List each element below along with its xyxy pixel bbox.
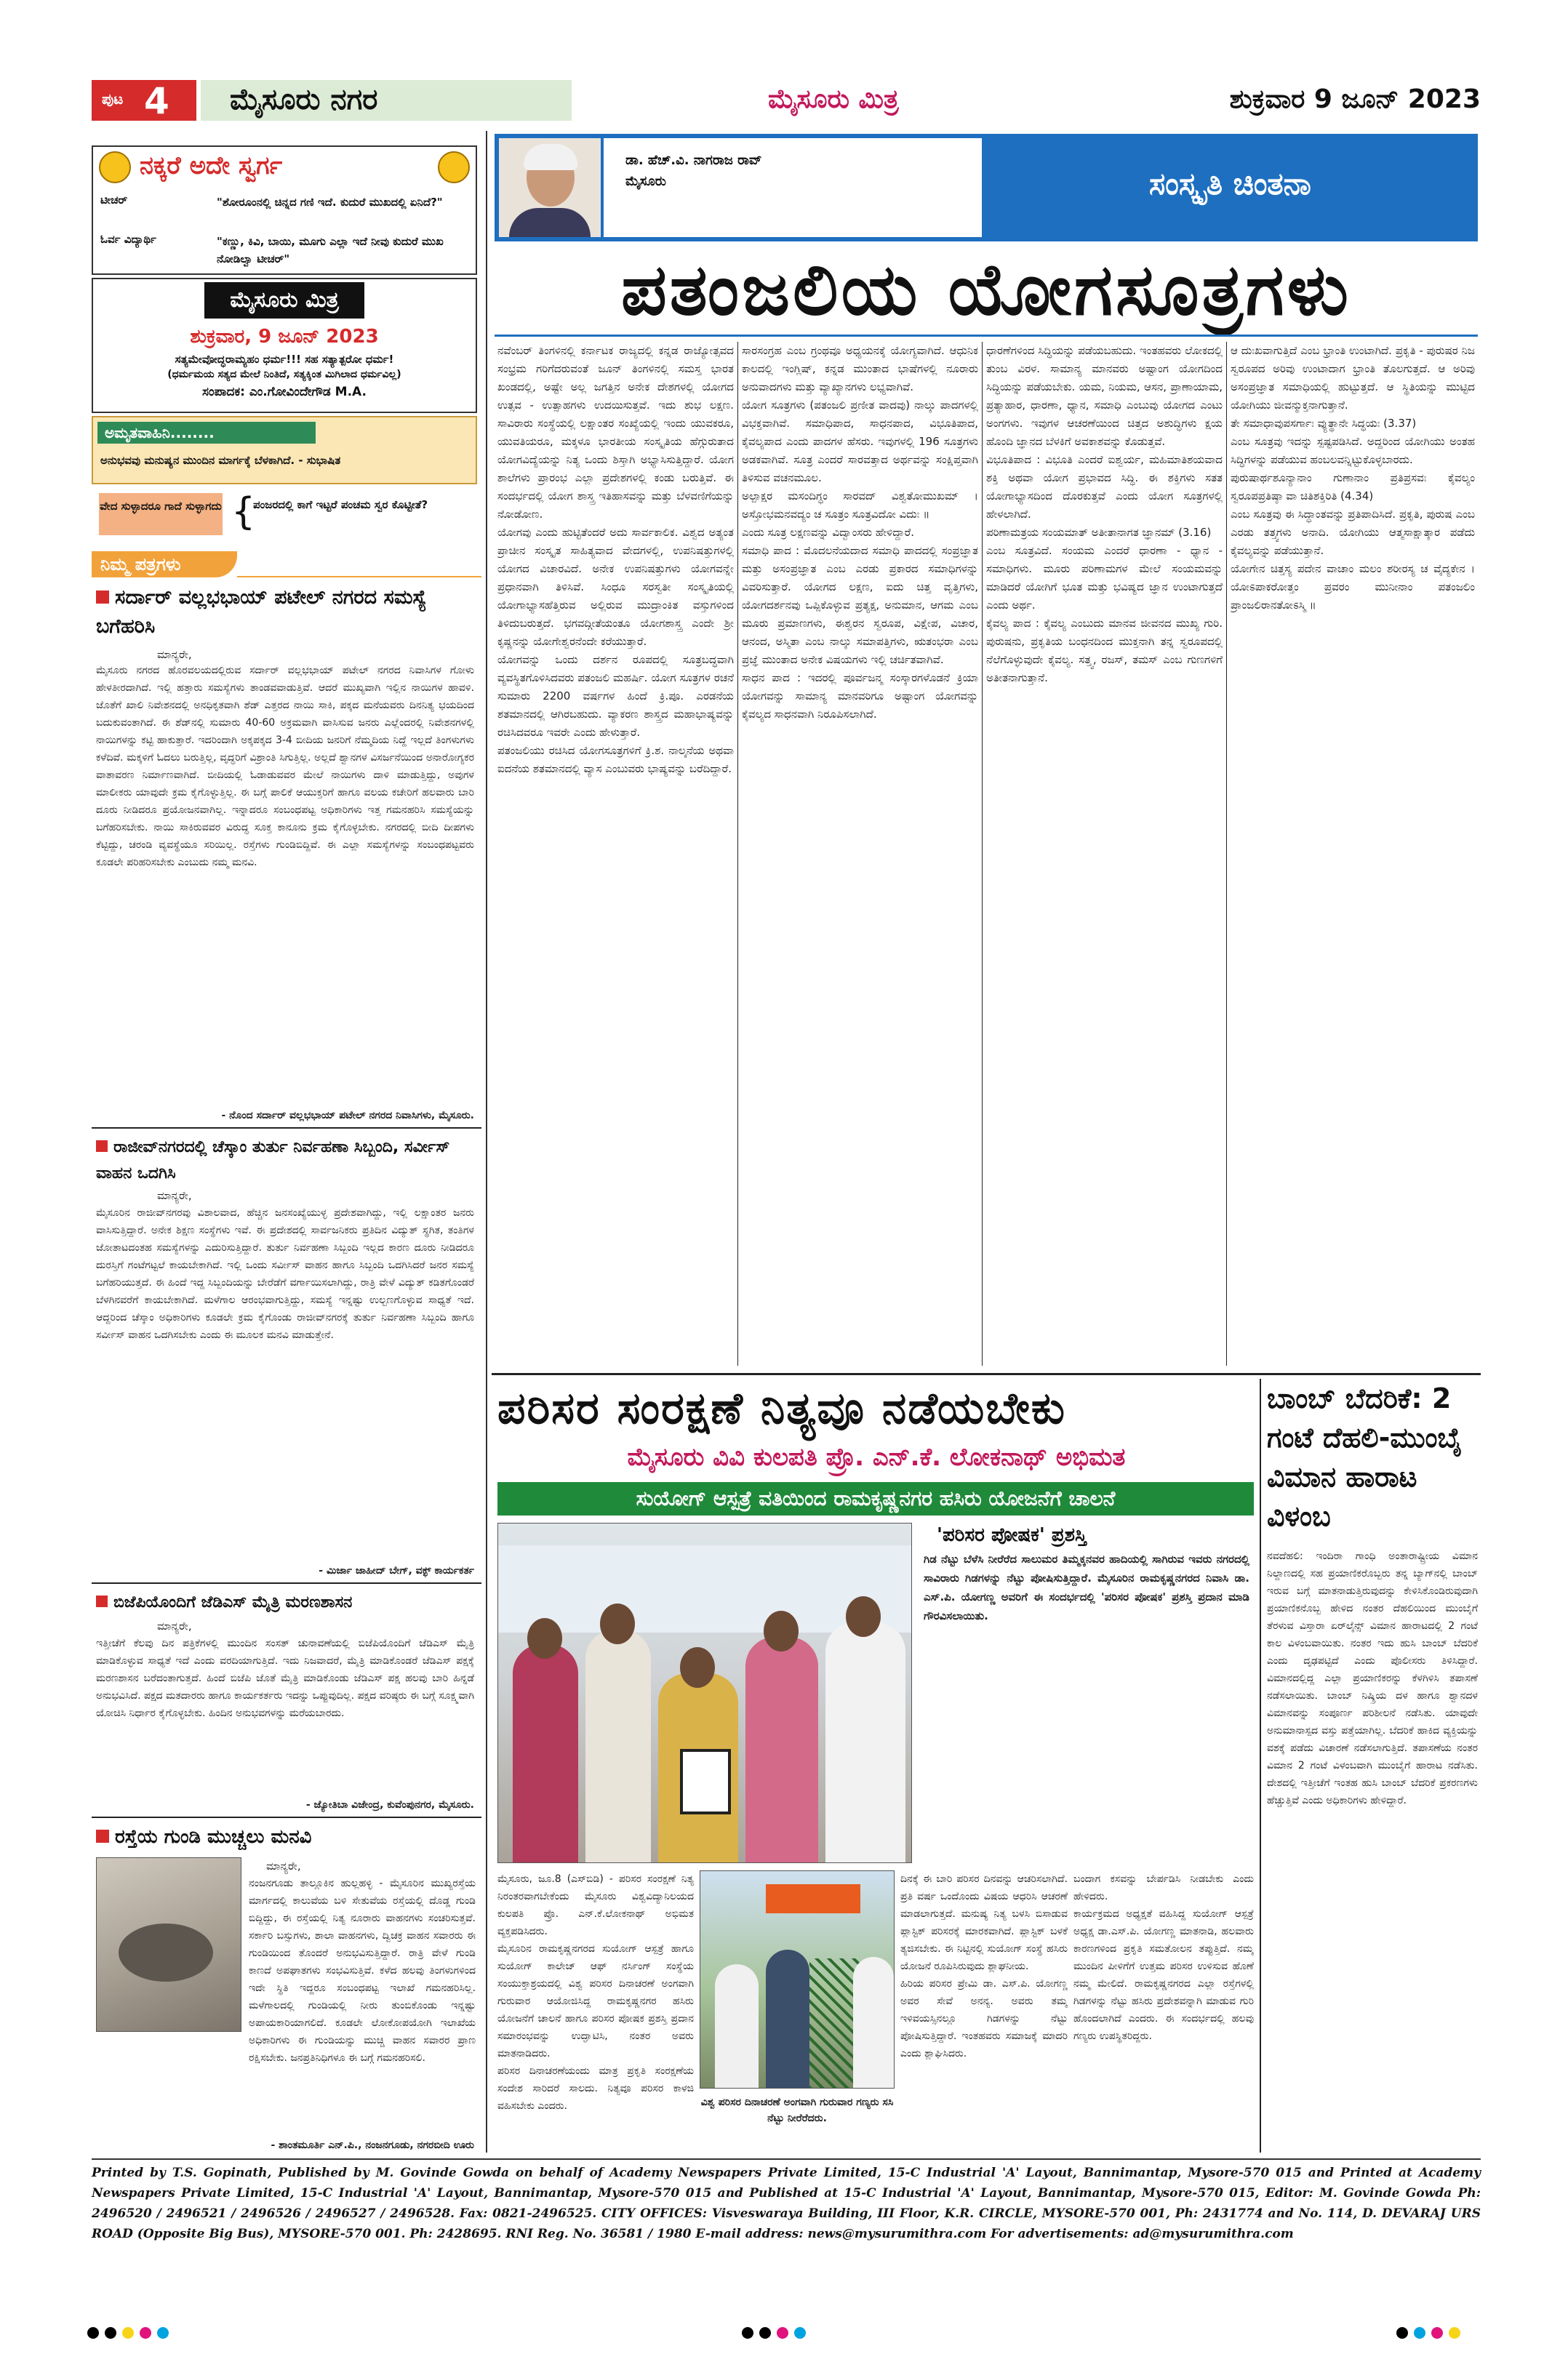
letter-2-salute: ಮಾನ್ಯರೇ,	[157, 1189, 192, 1202]
page-date: ಶುಕ್ರವಾರ 9 ಜೂನ್ 2023	[1229, 84, 1481, 114]
letter-3-title: ಬಿಜೆಪಿಯೊಂದಿಗೆ ಜೆಡಿಎಸ್ ಮೈತ್ರಿ ಮರಣಶಾಸನ	[96, 1590, 474, 1616]
letter-2-body: ಮೈಸೂರಿನ ರಾಜೀವ್‌ನಗರವು ವಿಶಾಲವಾದ, ಹೆಚ್ಚಿನ ಜನಸಂಖ್ಯೆಯುಳ್ಳ ಪ್ರದೇಶವಾಗಿದ್ದು, ಇಲ್ಲಿ ಲಕ್ಷಾಂತರ ಜನರು ವಾಸಿಸುತ್ತಿದ್ದಾರೆ. ಅನೇಕ ಶಿಕ್ಷಣ ಸಂಸ್ಥೆಗಳು ಇವೆ. ಈ ಪ್ರದೇಶದಲ್ಲಿ ಸಾರ್ವಜನಿಕರು ಪ್ರತಿದಿನ ವಿದ್ಯುತ್ ಸ್ಥಗಿತ, ತಂತಿಗಳ ಜೋತಾಟದಂತಹ ಸಮಸ್ಯೆಗಳನ್ನು ಎದುರಿಸುತ್ತಿದ್ದಾರೆ. ತುರ್ತು ನಿರ್ವಹಣಾ ಸಿಬ್ಬಂದಿ ಇಲ್ಲದ ಕಾರಣ ದೂರು ನೀಡಿದರೂ ದುರಸ್ತಿಗೆ ಗಂಟೆಗಟ್ಟಲೆ ಕಾಯಬೇಕಾಗಿದೆ. ಇಲ್ಲಿ ಒಂದು ಸರ್ವೀಸ್ ವಾಹನ ಹಾಗೂ ಸಿಬ್ಬಂದಿ ಒದಗಿಸಿದರೆ ಜನರ ಸಮಸ್ಯೆ ಬಗೆಹರಿಯುತ್ತದೆ. ಈ ಹಿಂದೆ ಇದ್ದ ಸಿಬ್ಬಂದಿಯನ್ನು ಬೇರೆಡೆಗೆ ವರ್ಗಾಯಿಸಲಾಗಿದ್ದು, ರಾತ್ರಿ ವೇಳೆ ವಿದ್ಯುತ್ ಕಡಿತಗೊಂಡರೆ ಬೆಳಗಿನವರೆಗೆ ಕಾಯಬೇಕಾಗಿದೆ. ಮಳೆಗಾಲ ಆರಂಭವಾಗುತ್ತಿದ್ದು, ಸಮಸ್ಯೆ ಇನ್ನಷ್ಟು ಉಲ್ಬಣಗೊಳ್ಳುವ ಸಾಧ್ಯತೆ ಇದೆ. ಆದ್ದರಿಂದ ಚೆಸ್ಕಾಂ ಅಧಿಕಾರಿಗಳು ಕೂಡಲೇ ಕ್ರಮ ಕೈಗೊಂಡು ರಾಜೀವ್‌ನಗರಕ್ಕೆ ತುರ್ತು ನಿರ್ವಹಣಾ ಸಿಬ್ಬಂದಿ ಹಾಗೂ ಸರ್ವೀಸ್ ವಾಹನ ಒದಗಿಸಬೇಕು ಎಂದು ಈ ಮೂಲಕ ಮನವಿ ಮಾಡುತ್ತೇನೆ.	[96, 1207, 474, 1341]
letters-section	[92, 551, 481, 2151]
column-body-1: ನವೆಂಬರ್ ತಿಂಗಳಿನಲ್ಲಿ ಕರ್ನಾಟಕ ರಾಜ್ಯದಲ್ಲಿ ಕನ್ನಡ ರಾಜ್ಯೋತ್ಸವದ ಸಂಭ್ರಮ ಗರಿಗೆದರುವಂತೆ ಜೂನ್ ತಿಂಗಳಿನಲ್ಲಿ ಸಮಸ್ತ ಭಾರತ ಖಂಡದಲ್ಲಿ, ಅಷ್ಟೇ ಅಲ್ಲ ಜಗತ್ತಿನ ಅನೇಕ ದೇಶಗಳಲ್ಲಿ ಯೋಗದ ಉತ್ಸವ - ಉತ್ಸಾಹಗಳು ಉದಯಿಸುತ್ತವೆ. ಇದು ಶುಭ ಲಕ್ಷಣ. ಸಾವಿರಾರು ಸಂಸ್ಥೆಯಲ್ಲಿ ಲಕ್ಷಾಂತರ ಸಂಖ್ಯೆಯಲ್ಲಿ ಇಂದು ಯುವಕರೂ, ಯುವತಿಯರೂ, ಮಕ್ಕಳೂ ಭಾರತೀಯ ಸಂಸ್ಕೃತಿಯ ಹೆಗ್ಗುರುತಾದ ಯೋಗವಿದ್ಯೆಯನ್ನು ನಿತ್ಯ ಒಂದು ಶಿಸ್ತಾಗಿ ಅಭ್ಯಾಸಿಸುತ್ತಿದ್ದಾರೆ. ಯೋಗ ಶಾಲೆಗಳು ಪ್ರಾರಂಭ ಎಲ್ಲಾ ಪ್ರದೇಶಗಳಲ್ಲಿ ಕಂಡು ಬರುತ್ತಿವೆ. ಈ ಸಂದರ್ಭದಲ್ಲಿ ಯೋಗ ಶಾಸ್ತ್ರ ಇತಿಹಾಸವನ್ನು ಮತ್ತು ಬೆಳವಣಿಗೆಯನ್ನು ನೋಡೋಣ. ಯೋಗವು ಎಂದು ಹುಟ್ಟಿತೆಂದರೆ ಅದು ಸಾರ್ವಕಾಲಿಕ. ವಿಶ್ವದ ಅತ್ಯಂತ ಪ್ರಾಚೀನ ಸಂಸ್ಕೃತ ಸಾಹಿತ್ಯವಾದ ವೇದಗಳಲ್ಲಿ, ಉಪನಿಷತ್ತುಗಳಲ್ಲಿ ಯೋಗದ ವಿಚಾರವಿದೆ. ಅನೇಕ ಉಪನಿಷತ್ತುಗಳು ಯೋಗವನ್ನೇ ಪ್ರಧಾನವಾಗಿ ತಿಳಿಸಿವೆ. ಸಿಂಧೂ ಸರಸ್ವತೀ ಸಂಸ್ಕೃತಿಯಲ್ಲಿ ಯೋಗಾಭ್ಯಾಸಹೆತ್ತಿರುವ ಅಲ್ಲಿರುವ ಮುದ್ರಾಂಕಿತ ವಸ್ತುಗಳಿಂದ ತಿಳಿದುಬರುತ್ತದೆ. ಭಗವದ್ಗೀತೆಯಂತೂ ಯೋಗಶಾಸ್ತ್ರ ಎಂದೇ ಶ್ರೀ ಕೃಷ್ಣನನ್ನು ಯೋಗೇಶ್ವರನೆಂದೇ ಕರೆಯುತ್ತಾರೆ. ಯೋಗವನ್ನು ಒಂದು ದರ್ಶನ ರೂಪದಲ್ಲಿ ಸೂತ್ರಬದ್ಧವಾಗಿ ವ್ಯವಸ್ಥಿತಗೊಳಿಸಿದವರು ಪತಂಜಲಿ ಮಹರ್ಷಿ. ಯೋಗ ಸೂತ್ರಗಳ ರಚನೆ ಸುಮಾರು 2200 ವರ್ಷಗಳ ಹಿಂದೆ ಕ್ರಿ.ಪೂ. ಎರಡನೆಯ ಶತಮಾನದಲ್ಲಿ ಆಗಿರಬಹುದು. ವ್ಯಾಕರಣ ಶಾಸ್ತ್ರದ ಮಹಾಭಾಷ್ಯವನ್ನು ರಚಿಸಿದವರೂ ಇವರೇ ಎಂದು ಹೇಳುತ್ತಾರೆ. ಪತಂಜಲಿಯು ರಚಿಸಿದ ಯೋಗಸೂತ್ರಗಳಿಗೆ ಕ್ರಿ.ಶ. ನಾಲ್ಕನೆಯ ಅಥವಾ ಐದನೆಯ ಶತಮಾನದಲ್ಲಿ ವ್ಯಾಸ ಎಂಬುವರು ಭಾಷ್ಯವನ್ನು ಬರೆದಿದ್ದಾರೆ.	[497, 344, 734, 775]
headline-rule	[495, 335, 1478, 337]
bullet-icon	[96, 1596, 108, 1607]
saying-right: ಪಂಜರದಲ್ಲಿ ಕಾಗೆ ಇಟ್ಟರೆ ಪಂಚಮ ಸ್ವರ ಕೊಟ್ಟೀತೆ?	[253, 498, 428, 511]
letters-badge: ನಿಮ್ಮ ಪತ್ರಗಳು	[92, 551, 237, 577]
author-hair	[524, 144, 577, 170]
person-figure	[513, 1644, 578, 1862]
person-head	[846, 1596, 881, 1637]
person-head	[527, 1618, 562, 1659]
person-figure	[825, 1622, 905, 1862]
env-banner: ಸುಯೋಗ್ ಆಸ್ಪತ್ರೆ ವತಿಯಿಂದ ರಾಮಕೃಷ್ಣನಗರ ಹಸಿರು ಯೋಜನೆಗೆ ಚಾಲನೆ	[497, 1482, 1254, 1516]
imprint-date: ಶುಕ್ರವಾರ, 9 ಜೂನ್ 2023	[190, 326, 379, 348]
teacher-line: "ಶೋರೂಂನಲ್ಲಿ ಚಿನ್ನದ ಗಣಿ ಇದೆ. ಕುದುರೆ ಮುಖದಲ್ಲಿ ಏನಿದೆ?"	[217, 196, 443, 209]
student-label: ಓರ್ವ ವಿದ್ಯಾರ್ಥಿ	[100, 233, 156, 246]
col-divider	[982, 342, 983, 1366]
award-title: 'ಪರಿಸರ ಪೋಷಕ' ಪ್ರಶಸ್ತಿ	[937, 1524, 1087, 1546]
imprint-editor: ಸಂಪಾದಕ: ಎಂ.ಗೋವಿಂದೇಗೌಡ M.A.	[202, 385, 367, 399]
cartoon-box	[92, 145, 477, 275]
author-photo	[499, 138, 601, 237]
bomb-headline: ಬಾಂಬ್ ಬೆದರಿಕೆ: 2 ಗಂಟೆ ದೆಹಲಿ-ಮುಂಬೈ ವಿಮಾನ ಹಾರಾಟ ವಿಳಂಬ	[1267, 1382, 1463, 1532]
letter-3-body: ಇತ್ತೀಚೆಗೆ ಕೆಲವು ದಿನ ಪತ್ರಿಕೆಗಳಲ್ಲಿ ಮುಂದಿನ ಸಂಸತ್ ಚುನಾವಣೆಯಲ್ಲಿ ಬಿಜೆಪಿಯೊಂದಿಗೆ ಜೆಡಿಎಸ್ ಮೈತ್ರಿ ಮಾಡಿಕೊಳ್ಳುವ ಸಾಧ್ಯತೆ ಇದೆ ಎಂದು ವರದಿಯಾಗುತ್ತಿದೆ. ಇದು ನಿಜವಾದರೆ, ಮೈತ್ರಿ ಮಾಡಿಕೊಂಡರೆ ಜೆಡಿಎಸ್ ಪಕ್ಷಕ್ಕೆ ಮರಣಶಾಸನ ಬರೆದಂತಾಗುತ್ತದೆ. ಹಿಂದೆ ಬಿಜೆಪಿ ಜೊತೆ ಮೈತ್ರಿ ಮಾಡಿಕೊಂಡು ಜೆಡಿಎಸ್ ಪಕ್ಷ ಹಲವು ಬಾರಿ ಹಿನ್ನಡೆ ಅನುಭವಿಸಿದೆ. ಪಕ್ಷದ ಮತದಾರರು ಹಾಗೂ ಕಾರ್ಯಕರ್ತರು ಇದನ್ನು ಒಪ್ಪುವುದಿಲ್ಲ. ಪಕ್ಷದ ವರಿಷ್ಠರು ಈ ಬಗ್ಗೆ ಸೂಕ್ಷ್ಮವಾಗಿ ಯೋಚಿಸಿ ನಿರ್ಧಾರ ಕೈಗೊಳ್ಳಬೇಕು. ಹಿಂದಿನ ಅನುಭವಗಳನ್ನು ಮರೆಯಬಾರದು.	[96, 1638, 474, 1719]
hospital-sign	[766, 1884, 860, 1913]
letter-4-salute: ಮಾನ್ಯರೇ,	[266, 1859, 301, 1873]
letter-3-salute: ಮಾನ್ಯರೇ,	[157, 1620, 192, 1633]
letter-1-salute: ಮಾನ್ಯರೇ,	[157, 648, 192, 661]
divider	[92, 1127, 481, 1129]
author-name: ಡಾ. ಹೆಚ್.ವಿ. ನಾಗರಾಜ ರಾವ್	[625, 153, 762, 168]
author-city: ಮೈಸೂರು	[625, 174, 666, 189]
column-header-band	[495, 134, 1478, 241]
person-figure	[745, 1637, 818, 1862]
imprint-masthead: ಮೈಸೂರು ಮಿತ್ರ	[204, 282, 364, 319]
column-headline: ಪತಂಜಲಿಯ ಯೋಗಸೂತ್ರಗಳು	[620, 249, 1351, 332]
divider	[92, 1582, 481, 1584]
letter-1-title: ಸರ್ದಾರ್ ವಲ್ಲಭಭಾಯ್ ಪಟೇಲ್ ನಗರದ ಸಮಸ್ಯೆ ಬಗೆಹರಿಸಿ	[96, 586, 427, 638]
section-title: ಮೈಸೂರು ನಗರ	[201, 80, 572, 121]
award-box	[919, 1523, 1254, 1863]
imprint-box	[92, 278, 477, 413]
bullet-icon	[96, 1830, 109, 1843]
env-col-1: ಮೈಸೂರು, ಜೂ.8 (ಎಸ್‌ಬಿಡಿ) - ಪರಿಸರ ಸಂರಕ್ಷಣೆ ನಿತ್ಯ ನಿರಂತರವಾಗಬೇಕೆಂದು ಮೈಸೂರು ವಿಶ್ವವಿದ್ಯಾನಿಲಯದ ಕುಲಪತಿ ಪ್ರೊ. ಎನ್.ಕೆ.ಲೋಕನಾಥ್ ಅಭಿಮತ ವ್ಯಕ್ತಪಡಿಸಿದರು. ಮೈಸೂರಿನ ರಾಮಕೃಷ್ಣನಗರದ ಸುಯೋಗ್ ಆಸ್ಪತ್ರೆ ಹಾಗೂ ಸುಯೋಗ್ ಕಾಲೇಜ್ ಆಫ್ ನರ್ಸಿಂಗ್ ಸಂಸ್ಥೆಯ ಸಂಯುಕ್ತಾಶ್ರಯದಲ್ಲಿ ವಿಶ್ವ ಪರಿಸರ ದಿನಾಚರಣೆ ಅಂಗವಾಗಿ ಗುರುವಾರ ಆಯೋಜಿಸಿದ್ದ ರಾಮಕೃಷ್ಣನಗರ ಹಸಿರು ಯೋಜನೆಗೆ ಚಾಲನೆ ಹಾಗೂ ಪರಿಸರ ಪೋಷಕ ಪ್ರಶಸ್ತಿ ಪ್ರದಾನ ಸಮಾರಂಭವನ್ನು ಉದ್ಘಾಟಿಸಿ, ನಂತರ ಅವರು ಮಾತನಾಡಿದರು. ಪರಿಸರ ದಿನಾಚರಣೆಯಂದು ಮಾತ್ರ ಪ್ರಕೃತಿ ಸಂರಕ್ಷಣೆಯ ಸಂದೇಶ ಸಾರಿದರೆ ಸಾಲದು. ನಿತ್ಯವೂ ಪರಿಸರ ಕಾಳಜಿ ವಹಿಸಬೇಕು ಎಂದರು.	[497, 1873, 694, 2112]
column-body-3: ಧಾರಣೆಗಳಿಂದ ಸಿದ್ಧಿಯನ್ನು ಪಡೆಯಬಹುದು. ಇಂತಹವರು ಲೋಕದಲ್ಲಿ ತುಂಬ ವಿರಳ. ಸಾಮಾನ್ಯ ಮಾನವರು ಅಷ್ಟಾಂಗ ಯೋಗದಿಂದ ಸಿದ್ಧಿಯನ್ನು ಪಡೆಯಬೇಕು. ಯಮ, ನಿಯಮ, ಆಸನ, ಪ್ರಾಣಾಯಾಮ, ಪ್ರತ್ಯಾಹಾರ, ಧಾರಣಾ, ಧ್ಯಾನ, ಸಮಾಧಿ ಎಂಬುವು ಯೋಗದ ಎಂಟು ಅಂಗಗಳು. ಇವುಗಳ ಆಚರಣೆಯಿಂದ ಚಿತ್ತದ ಅಶುದ್ಧಿಗಳು ಕ್ಷಯ ಹೊಂದಿ ಜ್ಞಾನದ ಬೆಳಕಿಗೆ ಅವಕಾಶವನ್ನು ಕೊಡುತ್ತವೆ. ವಿಭೂತಿಪಾದ : ವಿಭೂತಿ ಎಂದರೆ ಐಶ್ವರ್ಯ, ಮಹಿಮಾತಿಶಯವಾದ ಶಕ್ತಿ ಅಥವಾ ಯೋಗ ಪ್ರಭಾವದ ಸಿದ್ಧಿ. ಈ ಶಕ್ತಿಗಳು ಸತತ ಯೋಗಾಭ್ಯಾಸದಿಂದ ದೊರಕುತ್ತವೆ ಎಂದು ಯೋಗ ಸೂತ್ರಗಳಲ್ಲಿ ಹೇಳಲಾಗಿದೆ. ಪರಿಣಾಮತ್ರಯ ಸಂಯಮಾತ್ ಅತೀತಾನಾಗತ ಜ್ಞಾನಮ್ (3.16) ಎಂಬ ಸೂತ್ರವಿದೆ. ಸಂಯಮ ಎಂದರೆ ಧಾರಣಾ - ಧ್ಯಾನ - ಸಮಾಧಿಗಳು. ಮೂರು ಪರಿಣಾಮಗಳ ಮೇಲೆ ಸಂಯಮವನ್ನು ಮಾಡಿದರೆ ಯೋಗಿಗೆ ಭೂತ ಮತ್ತು ಭವಿಷ್ಯದ ಜ್ಞಾನ ಉಂಟಾಗುತ್ತದೆ ಎಂದು ಅರ್ಥ. ಕೈವಲ್ಯ ಪಾದ : ಕೈವಲ್ಯ ಎಂಬುದು ಮಾನವ ಜೀವನದ ಮುಖ್ಯ ಗುರಿ. ಪುರುಷನು, ಪ್ರಕೃತಿಯ ಬಂಧನದಿಂದ ಮುಕ್ತನಾಗಿ ತನ್ನ ಸ್ವರೂಪದಲ್ಲಿ ನೆಲೆಗೊಳ್ಳುವುದೇ ಕೈವಲ್ಯ. ಸತ್ತ್ವ, ರಜಸ್, ತಮಸ್ ಎಂಬ ಗುಣಗಳಿಗೆ ಅತೀತನಾಗುತ್ತಾನೆ.	[986, 344, 1223, 684]
event-group-photo	[497, 1523, 912, 1863]
laugh-emoji-icon-right	[438, 151, 470, 183]
saying-box	[92, 489, 477, 543]
col-divider	[1226, 342, 1227, 1366]
letter-1-body: ಮೈಸೂರು ನಗರದ ಹೊರವಲಯದಲ್ಲಿರುವ ಸರ್ದಾರ್ ವಲ್ಲಭಭಾಯ್ ಪಟೇಲ್ ನಗರದ ನಿವಾಸಿಗಳ ಗೋಳು ಹೇಳತೀರದಾಗಿದೆ. ಇಲ್ಲಿ ಹತ್ತಾರು ಸಮಸ್ಯೆಗಳು ತಾಂಡವವಾಡುತ್ತಿವೆ. ಆದರೆ ಮುಖ್ಯವಾಗಿ ಇಲ್ಲಿನ ನಾಯಿಗಳ ಹಾವಳಿ. ಜೊತೆಗೆ ಖಾಲಿ ನಿವೇಶನದಲ್ಲಿ ಅನಧಿಕೃತವಾಗಿ ಶೆಡ್ ಎತ್ತರದ ನಾಯಿ ಸಾಕಿ, ಪಕ್ಕದ ಮನೆಯವರು ದಿನನಿತ್ಯ ಭಯದಿಂದ ಬದುಕುವಂತಾಗಿದೆ. ಈ ಶೆಡ್‌ನಲ್ಲಿ ಸುಮಾರು 40-60 ಅಕ್ರಮವಾಗಿ ವಾಸಿಸುವ ಜನರು ಎಲ್ಲೆಂದರಲ್ಲಿ ನಿವೇಶನಗಳಲ್ಲಿ ನಾಯಿಗಳನ್ನು ಕಟ್ಟಿ ಹಾಕುತ್ತಾರೆ. ಇದರಿಂದಾಗಿ ಅಕ್ಕಪಕ್ಕದ 3-4 ಬೀದಿಯ ಜನರಿಗೆ ನೆಮ್ಮದಿಯ ನಿದ್ದೆ ಇಲ್ಲದೆ ತಿಂಗಳುಗಳು ಕಳೆದಿವೆ. ಮಕ್ಕಳಿಗೆ ಓದಲು ಬರುತ್ತಿಲ್ಲ, ವೃದ್ಧರಿಗೆ ವಿಶ್ರಾಂತಿ ಸಿಗುತ್ತಿಲ್ಲ. ಅಲ್ಲದೆ ಶ್ವಾನಗಳ ವಿಸರ್ಜನೆಯಿಂದ ಅನಾರೋಗ್ಯಕರ ವಾತಾವರಣ ನಿರ್ಮಾಣವಾಗಿದೆ. ಬೀದಿಯಲ್ಲಿ ಓಡಾಡುವವರ ಮೇಲೆ ನಾಯಿಗಳು ದಾಳಿ ಮಾಡುತ್ತಿದ್ದು, ಅವುಗಳ ಮಾಲೀಕರು ಯಾವುದೇ ಕ್ರಮ ಕೈಗೊಳ್ಳುತ್ತಿಲ್ಲ. ಈ ಬಗ್ಗೆ ಪಾಲಿಕೆ ಆಯುಕ್ತರಿಗೆ ಹಾಗೂ ವಲಯ ಕಚೇರಿಗೆ ಹಲವಾರು ಬಾರಿ ದೂರು ನೀಡಿದರೂ ಪ್ರಯೋಜನವಾಗಿಲ್ಲ. ಇನ್ನಾದರೂ ಸಂಬಂಧಪಟ್ಟ ಅಧಿಕಾರಿಗಳು ಇತ್ತ ಗಮನಹರಿಸಿ ಸಮಸ್ಯೆಯನ್ನು ಬಗೆಹರಿಸಬೇಕು. ನಾಯಿ ಸಾಕಿರುವವರ ವಿರುದ್ಧ ಸೂಕ್ತ ಕಾನೂನು ಕ್ರಮ ಕೈಗೊಳ್ಳಬೇಕು. ನಗರದಲ್ಲಿ ಬೀದಿ ದೀಪಗಳು ಕೆಟ್ಟಿದ್ದು, ಚರಂಡಿ ವ್ಯವಸ್ಥೆಯೂ ಸರಿಯಿಲ್ಲ. ರಸ್ತೆಗಳು ಗುಂಡಿಬಿದ್ದಿವೆ. ಈ ಎಲ್ಲಾ ಸಮಸ್ಯೆಗಳನ್ನು ಸಂಬಂಧಪಟ್ಟವರು ಕೂಡಲೇ ಪರಿಹರಿಸಬೇಕು ಎಂಬುದು ನಮ್ಮ ಮನವಿ.	[96, 665, 474, 868]
laugh-emoji-icon	[99, 151, 131, 183]
teacher-label: ಟೀಚರ್	[100, 193, 128, 207]
bomb-body: ನವದೆಹಲಿ: ಇಂದಿರಾ ಗಾಂಧಿ ಅಂತಾರಾಷ್ಟ್ರೀಯ ವಿಮಾನ ನಿಲ್ದಾಣದಲ್ಲಿ ಸಹ ಪ್ರಯಾಣಿಕರೊಬ್ಬರು ತನ್ನ ಬ್ಯಾಗ್‌ನಲ್ಲಿ ಬಾಂಬ್ ಇರುವ ಬಗ್ಗೆ ಮಾತನಾಡುತ್ತಿರುವುದನ್ನು ಕೇಳಿಸಿಕೊಂಡಿರುವುದಾಗಿ ಪ್ರಯಾಣಿಕನೊಬ್ಬ ಹೇಳಿದ ನಂತರ ದೆಹಲಿಯಿಂದ ಮುಂಬೈಗೆ ತೆರಳುವ ವಿಸ್ತಾರಾ ಏರ್‌ಲೈನ್ಸ್ ವಿಮಾನ ಹಾರಾಟದಲ್ಲಿ 2 ಗಂಟೆ ಕಾಲ ವಿಳಂಬವಾಯಿತು. ನಂತರ ಇದು ಹುಸಿ ಬಾಂಬ್ ಬೆದರಿಕೆ ಎಂದು ದೃಢಪಟ್ಟಿದೆ ಎಂದು ಪೊಲೀಸರು ತಿಳಿಸಿದ್ದಾರೆ. ವಿಮಾನದಲ್ಲಿದ್ದ ಎಲ್ಲಾ ಪ್ರಯಾಣಿಕರನ್ನು ಕೆಳಗಿಳಿಸಿ ತಪಾಸಣೆ ನಡೆಸಲಾಯಿತು. ಬಾಂಬ್ ನಿಷ್ಕ್ರಿಯ ದಳ ಹಾಗೂ ಶ್ವಾನದಳ ವಿಮಾನವನ್ನು ಸಂಪೂರ್ಣ ಪರಿಶೀಲನೆ ನಡೆಸಿತು. ಯಾವುದೇ ಅನುಮಾನಾಸ್ಪದ ವಸ್ತು ಪತ್ತೆಯಾಗಿಲ್ಲ. ಬೆದರಿಕೆ ಹಾಕಿದ ವ್ಯಕ್ತಿಯನ್ನು ವಶಕ್ಕೆ ಪಡೆದು ವಿಚಾರಣೆ ನಡೆಸಲಾಗುತ್ತಿದೆ. ತಪಾಸಣೆಯ ನಂತರ ವಿಮಾನ 2 ಗಂಟೆ ವಿಳಂಬವಾಗಿ ಮುಂಬೈಗೆ ಹಾರಾಟ ನಡೆಸಿತು. ದೇಶದಲ್ಲಿ ಇತ್ತೀಚೆಗೆ ಇಂತಹ ಹುಸಿ ಬಾಂಬ್ ಬೆದರಿಕೆ ಪ್ರಕರಣಗಳು ಹೆಚ್ಚುತ್ತಿವೆ ಎಂದು ಅಧಿಕಾರಿಗಳು ಹೇಳಿದ್ದಾರೆ.	[1267, 1550, 1478, 1806]
env-subhead: ಮೈಸೂರು ವಿವಿ ಕುಲಪತಿ ಪ್ರೊ. ಎನ್.ಕೆ. ಲೋಕನಾಥ್ ಅಭಿಮತ	[627, 1443, 1126, 1472]
person-head	[680, 1647, 715, 1688]
letter-2-sign: - ಮಿರ್ಜಾ ಜಾಹೀದ್ ಬೇಗ್, ವಕ್ಫ್ ಕಾರ್ಯಕರ್ತ	[319, 1565, 474, 1577]
amrutha-box	[92, 416, 477, 484]
award-text: ಗಿಡ ನೆಟ್ಟು ಬೆಳೆಸಿ ನೀರೆರೆದ ಸಾಲುಮರ ತಿಮ್ಮಕ್ಕನವರ ಹಾದಿಯಲ್ಲಿ ಸಾಗಿರುವ ಇವರು ನಗರದಲ್ಲಿ ಸಾವಿರಾರು ಗಿಡಗಳನ್ನು ನೆಟ್ಟು ಪೋಷಿಸುತ್ತಿದ್ದಾರೆ. ಮೈಸೂರಿನ ರಾಮಕೃಷ್ಣನಗರದ ನಿವಾಸಿ ಡಾ. ಎಸ್.ಪಿ. ಯೋಗಣ್ಣ ಅವರಿಗೆ ಈ ಸಂದರ್ಭದಲ್ಲಿ 'ಪರಿಸರ ಪೋಷಕ' ಪ್ರಶಸ್ತಿ ಪ್ರದಾನ ಮಾಡಿ ಗೌರವಿಸಲಾಯಿತು.	[924, 1553, 1249, 1622]
letters-badge-rule	[237, 576, 481, 577]
person-figure	[715, 1964, 759, 2088]
column-body-2: ಸಾರಸಂಗ್ರಹ ಎಂಬ ಗ್ರಂಥವೂ ಅಧ್ಯಯನಕ್ಕೆ ಯೋಗ್ಯವಾಗಿದೆ. ಆಧುನಿಕ ಕಾಲದಲ್ಲಿ ಇಂಗ್ಲಿಷ್, ಕನ್ನಡ ಮುಂತಾದ ಭಾಷೆಗಳಲ್ಲಿ ನೂರಾರು ಅನುವಾದಗಳು ಮತ್ತು ವ್ಯಾಖ್ಯಾನಗಳು ಲಭ್ಯವಾಗಿವೆ. ಯೋಗ ಸೂತ್ರಗಳು (ಪತಂಜಲಿ ಪ್ರಣೀತ ವಾದವು) ನಾಲ್ಕು ಪಾದಗಳಲ್ಲಿ ವಿಭಕ್ತವಾಗಿವೆ. ಸಮಾಧಿಪಾದ, ಸಾಧನಪಾದ, ವಿಭೂತಿಪಾದ, ಕೈವಲ್ಯಪಾದ ಎಂದು ಪಾದಗಳ ಹೆಸರು. ಇವುಗಳಲ್ಲಿ 196 ಸೂತ್ರಗಳು ಅಡಕವಾಗಿವೆ. ಸೂತ್ರ ಎಂದರೆ ಸಾರವತ್ತಾದ ಅರ್ಥವನ್ನು ಸಂಕ್ಷಿಪ್ತವಾಗಿ ತಿಳಿಸುವ ವಚನಮೂಲ. ಅಲ್ಪಾಕ್ಷರ ಮಸಂದಿಗ್ಧಂ ಸಾರವದ್ ವಿಶ್ವತೋಮುಖಮ್ । ಅಸ್ತೋಭಮನವದ್ಯಂ ಚ ಸೂತ್ರಂ ಸೂತ್ರವಿದೋ ವಿದುಃ ॥ ಎಂದು ಸೂತ್ರ ಲಕ್ಷಣವನ್ನು ವಿದ್ವಾಂಸರು ಹೇಳಿದ್ದಾರೆ. ಸಮಾಧಿ ಪಾದ : ಮೊದಲನೆಯದಾದ ಸಮಾಧಿ ಪಾದದಲ್ಲಿ ಸಂಪ್ರಜ್ಞಾತ ಮತ್ತು ಅಸಂಪ್ರಜ್ಞಾತ ಎಂಬ ಎರಡು ಪ್ರಕಾರದ ಸಮಾಧಿಗಳನ್ನು ವಿವರಿಸುತ್ತಾರೆ. ಯೋಗದ ಲಕ್ಷಣ, ಐದು ಚಿತ್ತ ವೃತ್ತಿಗಳು, ಯೋಗದರ್ಶನವು ಒಪ್ಪಿಕೊಳ್ಳುವ ಪ್ರತ್ಯಕ್ಷ, ಅನುಮಾನ, ಆಗಮ ಎಂಬ ಮೂರು ಪ್ರಮಾಣಗಳು, ಈಶ್ವರನ ಸ್ವರೂಪ, ವಿಕ್ಷೇಪ, ವಿಚಾರ, ಆನಂದ, ಅಸ್ಮಿತಾ ಎಂಬ ನಾಲ್ಕು ಸಮಾಪತ್ತಿಗಳು, ಋತಂಭರಾ ಎಂಬ ಪ್ರಜ್ಞೆ ಮುಂತಾದ ಅನೇಕ ವಿಷಯಗಳು ಇಲ್ಲಿ ಚರ್ಚಿತವಾಗಿವೆ. ಸಾಧನ ಪಾದ : ಇದರಲ್ಲಿ ಪೂರ್ವಜನ್ಮ ಸಂಸ್ಕಾರಗಳೊಡನೆ ಕ್ರಿಯಾ ಯೋಗವನ್ನು ಸಾಮಾನ್ಯ ಮಾನವರಿಗೂ ಅಷ್ಟಾಂಗ ಯೋಗವನ್ನು ಕೈವಲ್ಯದ ಸಾಧನವಾಗಿ ನಿರೂಪಿಸಲಾಗಿದೆ.	[742, 344, 978, 721]
env-headline: ಪರಿಸರ ಸಂರಕ್ಷಣೆ ನಿತ್ಯವೂ ನಡೆಯಬೇಕು	[497, 1383, 1066, 1434]
person-head	[764, 1611, 799, 1652]
col-divider	[1260, 1379, 1261, 2153]
author-shirt	[509, 208, 591, 237]
divider	[92, 1817, 481, 1818]
award-frame	[680, 1749, 731, 1814]
env-col-3: ಬಂದಾಗ ಕಸವನ್ನು ಬೇರ್ಪಡಿಸಿ ನೀಡಬೇಕು ಎಂದು ಹೇಳಿದರು. ಕಾರ್ಯಕ್ರಮದ ಅಧ್ಯಕ್ಷತೆ ವಹಿಸಿದ್ದ ಸುಯೋಗ್ ಆಸ್ಪತ್ರೆ ಅಧ್ಯಕ್ಷ ಡಾ.ಎಸ್.ಪಿ. ಯೋಗಣ್ಣ ಮಾತನಾಡಿ, ಹಲವಾರು ಕಾರಣಗಳಿಂದ ಪ್ರಕೃತಿ ಸಮತೋಲನ ತಪ್ಪುತ್ತಿದೆ. ನಮ್ಮ ಮುಂದಿನ ಪೀಳಿಗೆಗೆ ಉತ್ತಮ ಪರಿಸರ ಉಳಿಸುವ ಹೊಣೆ ನಮ್ಮ ಮೇಲಿದೆ. ರಾಮಕೃಷ್ಣನಗರದ ಎಲ್ಲಾ ರಸ್ತೆಗಳಲ್ಲಿ ಗಿಡಗಳನ್ನು ನೆಟ್ಟು ಹಸಿರು ಪ್ರದೇಶವನ್ನಾಗಿ ಮಾಡುವ ಗುರಿ ಹೊಂದಲಾಗಿದೆ ಎಂದರು. ಈ ಸಂದರ್ಭದಲ್ಲಿ ಹಲವು ಗಣ್ಯರು ಉಪಸ್ಥಿತರಿದ್ದರು.	[1073, 1873, 1254, 2042]
tree-planting-photo	[700, 1870, 895, 2089]
person-head	[600, 1604, 635, 1644]
footer-rule	[92, 2158, 1481, 2160]
imprint-motto-2: (ಧರ್ಮಮಯ ಸತ್ಯದ ಮೇಲೆ ನಿಂತಿದೆ, ಸತ್ಯಕ್ಕಿಂತ ಮಿಗಿಲಾದ ಧರ್ಮವಿಲ್ಲ)	[167, 369, 401, 380]
letter-4-body-top: ನಂಜನಗೂಡು ತಾಲ್ಲೂಕಿನ ಹುಲ್ಲಹಳ್ಳಿ - ಮೈಸೂರಿನ ಮುಖ್ಯರಸ್ತೆಯ ಮಾರ್ಗದಲ್ಲಿ ಕಾಲುವೆಯ ಬಳಿ ಸೇತುವೆಯ ರಸ್ತೆಯಲ್ಲಿ ದೊಡ್ಡ ಗುಂಡಿ ಬಿದ್ದಿದ್ದು, ಈ ರಸ್ತೆಯಲ್ಲಿ ನಿತ್ಯ ನೂರಾರು ವಾಹನಗಳು ಸಂಚರಿಸುತ್ತವೆ. ಸರ್ಕಾರಿ ಬಸ್ಸುಗಳು, ಶಾಲಾ ವಾಹನಗಳು, ದ್ವಿಚಕ್ರ ವಾಹನ ಸವಾರರು ಈ ಗುಂಡಿಯಿಂದ ತೊಂದರೆ ಅನುಭವಿಸುತ್ತಿದ್ದಾರೆ. ರಾತ್ರಿ ವೇಳೆ ಗುಂಡಿ ಕಾಣದೆ ಅಪಘಾತಗಳು ಸಂಭವಿಸುತ್ತಿವೆ. ಕಳೆದ ಹಲವು ತಿಂಗಳುಗಳಿಂದ ಇದೇ ಸ್ಥಿತಿ ಇದ್ದರೂ ಸಂಬಂಧಪಟ್ಟ ಇಲಾಖೆ ಗಮನಹರಿಸಿಲ್ಲ. ಮಳೆಗಾಲದಲ್ಲಿ ಗುಂಡಿಯಲ್ಲಿ ನೀರು ತುಂಬಿಕೊಂಡು ಇನ್ನಷ್ಟು ಅಪಾಯಕಾರಿಯಾಗಲಿದೆ. ಕೂಡಲೇ ಲೋಕೋಪಯೋಗಿ ಇಲಾಖೆಯ ಅಧಿಕಾರಿಗಳು ಈ ಗುಂಡಿಯನ್ನು ಮುಚ್ಚಿ ವಾಹನ ಸವಾರರ ಪ್ರಾಣ ರಕ್ಷಿಸಬೇಕು. ಜನಪ್ರತಿನಿಧಿಗಳೂ ಈ ಬಗ್ಗೆ ಗಮನಹರಿಸಲಿ.	[249, 1878, 476, 2064]
letter-4-title: ರಸ್ತೆಯ ಗುಂಡಿ ಮುಚ್ಚಲು ಮನವಿ	[96, 1822, 474, 1851]
letter-2-title: ರಾಜೀವ್‌ನಗರದಲ್ಲಿ ಚೆಸ್ಕಾಂ ತುರ್ತು ನಿರ್ವಹಣಾ ಸಿಬ್ಬಂದಿ, ಸರ್ವೀಸ್ ವಾಹನ ಒದಗಿಸಿ	[96, 1138, 450, 1182]
env-col-2: ದಿನಕ್ಕೆ ಈ ಬಾರಿ ಪರಿಸರ ದಿನವನ್ನು ಆಚರಿಸಲಾಗಿದೆ. ಪ್ರತಿ ವರ್ಷ ಒಂದೊಂದು ವಿಷಯ ಆಧರಿಸಿ ಆಚರಣೆ ಮಾಡಲಾಗುತ್ತದೆ. ಮನುಷ್ಯ ನಿತ್ಯ ಬಳಸಿ ಬಿಸಾಡುವ ಪ್ಲಾಸ್ಟಿಕ್ ಪರಿಸರಕ್ಕೆ ಮಾರಕವಾಗಿದೆ. ಪ್ಲಾಸ್ಟಿಕ್ ಬಳಕೆ ತ್ಯಜಿಸಬೇಕು. ಈ ನಿಟ್ಟಿನಲ್ಲಿ ಸುಯೋಗ್ ಸಂಸ್ಥೆ ಹಸಿರು ಯೋಜನೆ ರೂಪಿಸಿರುವುದು ಶ್ಲಾಘನೀಯ. ಹಿರಿಯ ಪರಿಸರ ಪ್ರೇಮಿ ಡಾ. ಎಸ್.ಪಿ. ಯೋಗಣ್ಣ ಅವರ ಸೇವೆ ಅನನ್ಯ. ಅವರು ತಮ್ಮ ಇಳಿವಯಸ್ಸಿನಲ್ಲೂ ಗಿಡಗಳನ್ನು ನೆಟ್ಟು ಪೋಷಿಸುತ್ತಿದ್ದಾರೆ. ಇಂತಹವರು ಸಮಾಜಕ್ಕೆ ಮಾದರಿ ಎಂದು ಶ್ಲಾಘಿಸಿದರು.	[900, 1873, 1068, 2059]
registration-marks-right	[1396, 2327, 1466, 2342]
page-number-badge	[92, 80, 196, 121]
pothole-shape	[119, 1923, 213, 1982]
masthead-small: ಮೈಸೂರು ಮಿತ್ರ	[768, 84, 899, 114]
registration-marks-center	[742, 2327, 812, 2342]
cartoon-title: ನಕ್ಕರೆ ಅದೇ ಸ್ವರ್ಗ	[140, 151, 283, 180]
page-number: 4	[144, 80, 169, 122]
bullet-icon	[96, 590, 109, 604]
page-label: ಪುಟ	[102, 90, 124, 108]
person-figure	[766, 1950, 809, 2088]
saying-left: ವೇದ ಸುಳ್ಳಾದರೂ ಗಾದೆ ಸುಳ್ಳಾಗದು	[99, 493, 223, 535]
imprint-motto: ಸತ್ಯಮೇವೋದ್ಧರಾಮ್ಯಹಂ ಧರ್ಮ!!! ಸಹ ಸತ್ಯಾತ್ಪರೋ ಧರ್ಮ!	[175, 353, 394, 366]
column-body-4: ಆ ದುಃಖವಾಗುತ್ತಿದೆ ಎಂಬ ಭ್ರಾಂತಿ ಉಂಟಾಗಿದೆ. ಪ್ರಕೃತಿ - ಪುರುಷರ ನಿಜ ಸ್ವರೂಪದ ಅರಿವು ಉಂಟಾದಾಗ ಭ್ರಾಂತಿ ತೊಲಗುತ್ತದೆ. ಆ ಅರಿವು ಅಸಂಪ್ರಜ್ಞಾತ ಸಮಾಧಿಯಲ್ಲಿ ಹುಟ್ಟುತ್ತದೆ. ಆ ಸ್ಥಿತಿಯನ್ನು ಮುಟ್ಟಿದ ಯೋಗಿಯು ಜೀವನ್ಮುಕ್ತನಾಗುತ್ತಾನೆ. ತೇ ಸಮಾಧಾವುಪಸರ್ಗಾಃ ವ್ಯುತ್ಥಾನೇ ಸಿದ್ಧಯಃ (3.37) ಎಂಬ ಸೂತ್ರವು ಇದನ್ನು ಸ್ಪಷ್ಟಪಡಿಸಿದೆ. ಅದ್ದರಿಂದ ಯೋಗಿಯು ಅಂತಹ ಸಿದ್ಧಿಗಳನ್ನು ಪಡೆಯುವ ಹಂಬಲವನ್ನಿಟ್ಟುಕೊಳ್ಳಬಾರದು. ಪುರುಷಾರ್ಥಶೂನ್ಯಾನಾಂ ಗುಣಾನಾಂ ಪ್ರತಿಪ್ರಸವಃ ಕೈವಲ್ಯಂ ಸ್ವರೂಪಪ್ರತಿಷ್ಠಾ ವಾ ಚಿತಿಶಕ್ತಿರಿತಿ (4.34) ಎಂಬ ಸೂತ್ರವು ಈ ಸಿದ್ಧಾಂತವನ್ನು ಪ್ರತಿಪಾದಿಸಿದೆ. ಪ್ರಕೃತಿ, ಪುರುಷ ಎಂಬ ಎರಡು ತತ್ತ್ವಗಳು ಅನಾದಿ. ಯೋಗಿಯು ಆತ್ಮಸಾಕ್ಷಾತ್ಕಾರ ಪಡೆದು ಕೈವಲ್ಯವನ್ನು ಪಡೆಯುತ್ತಾನೆ. ಯೋಗೇನ ಚಿತ್ತಸ್ಯ ಪದೇನ ವಾಚಾಂ ಮಲಂ ಶರೀರಸ್ಯ ಚ ವೈದ್ಯಕೇನ । ಯೋಽಪಾಕರೋತ್ತಂ ಪ್ರವರಂ ಮುನೀನಾಂ ಪತಂಜಲಿಂ ಪ್ರಾಂಜಲಿರಾನತೋಽಸ್ಮಿ ॥	[1231, 344, 1475, 612]
student-line: "ಕಣ್ಣು, ಕಿವಿ, ಬಾಯಿ, ಮೂಗು ಎಲ್ಲಾ ಇದೆ ನೀವು ಕುದುರೆ ಮುಖ ನೋಡಿಲ್ವಾ ಟೀಚರ್"	[217, 235, 444, 265]
person-figure	[853, 1957, 894, 2088]
author-info	[604, 138, 982, 237]
col-divider	[737, 342, 738, 1366]
brace-icon: {	[231, 490, 256, 534]
page-header	[92, 79, 1481, 124]
letter-3-sign: - ಜ್ಯೋತಿಬಾ ವಿಜೇಂದ್ರ, ಕುವೆಂಪುನಗರ, ಮೈಸೂರು.	[305, 1799, 474, 1811]
bullet-icon	[96, 1140, 108, 1152]
person-figure	[585, 1630, 651, 1862]
letter-4-sign: - ಶಾಂತಮೂರ್ತಿ ಎನ್.ಪಿ., ನಂಜನಗೂಡು, ನಗರಬೀದಿ ಊರು	[271, 2139, 474, 2151]
amrutha-text: ಅನುಭವವು ಮನುಷ್ಯನ ಮುಂದಿನ ಮಾರ್ಗಕ್ಕೆ ಬೆಳಕಾಗಿದೆ. - ಸುಭಾಷಿತ	[100, 454, 341, 467]
photo-caption: ವಿಶ್ವ ಪರಿಸರ ದಿನಾಚರಣೆ ಅಂಗವಾಗಿ ಗುರುವಾರ ಗಣ್ಯರು ಸಸಿ ನೆಟ್ಟು ನೀರೆರೆದರು.	[700, 2097, 894, 2124]
column-name: ಸಂಸ್ಕೃತಿ ಚಿಂತನಾ	[1149, 166, 1311, 201]
registration-marks-left	[87, 2327, 175, 2342]
amrutha-title: ಅಮೃತವಾಹಿನಿ........	[97, 422, 316, 444]
footer-imprint: Printed by T.S. Gopinath, Published by M. Govinde Gowda on behalf of Academy Newspapers Private Limited, 15-C Industrial 'A' Layout, Bannimantap, Mysore-570 015 and Printed at Academy Newspapers Private Limited, 15-C Industrial 'A' Layout, Bannimantap, Mysore-570 015 and Published at 15-C Industrial 'A' Layout, Bannimantap, Mysore-570 015, Editor: M. Govinde Gowda Ph: 2496520 / 2496521 / 2496526 / 2496527 / 2496528. Fax: 0821-2496525. CITY OFFICES: Visveswaraya Building, III Floor, K.R. CIRCLE, MYSORE-570 001, Ph: 2431774 and No. 114, D. DEVARAJ URS ROAD (Opposite Big Bus), MYSORE-570 001. Ph: 2428695. RNI Reg. No. 36581 / 1980 E-mail address: news@mysurumithra.com For advertisements: ad@mysurumithra.com	[92, 2166, 1481, 2241]
column-divider	[486, 131, 487, 2153]
letter-1-sign: - ನೊಂದ ಸರ್ದಾರ್ ವಲ್ಲಭಭಾಯ್ ಪಟೇಲ್ ನಗರದ ನಿವಾಸಿಗಳು, ಮೈಸೂರು.	[221, 1110, 474, 1121]
section-rule	[492, 1373, 1481, 1375]
pothole-road-photo	[96, 1857, 241, 2032]
